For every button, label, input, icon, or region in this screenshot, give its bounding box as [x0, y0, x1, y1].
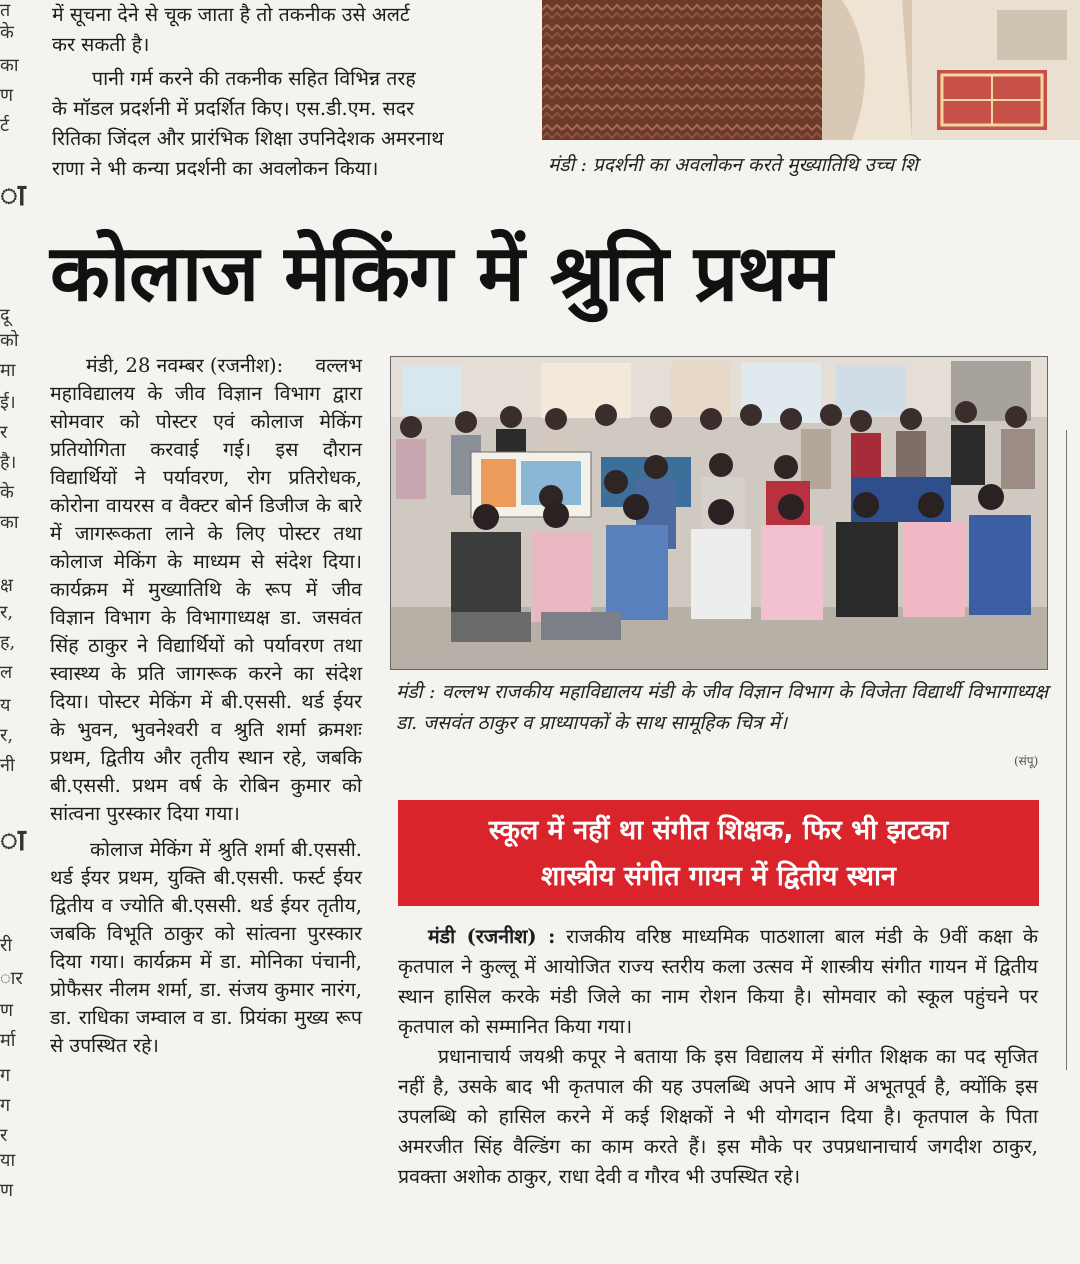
gutter-fragment: र: [0, 1125, 8, 1146]
right-gutter-rule: [1066, 430, 1080, 1070]
music-article-body: [398, 922, 1038, 1192]
music-article-headline-box: [398, 800, 1039, 906]
gutter-fragment: को: [0, 330, 19, 351]
music-paragraph-text: राजकीय वरिष्ठ माध्यमिक पाठशाला बाल मंडी के 9वीं कक्षा के कृतपाल ने कुल्लू में आयोजित राज्य स्तरीय कला उत्सव में शास्त्रीय संगीत गायन में द्वितीय स्थान हासिल करके मंडी जिले का नाम रोशन किया है। सोमवार को स्कूल पहुंचने पर कृतपाल को सम्मानित किया गया।: [398, 925, 1038, 1038]
gutter-fragment: य: [0, 695, 11, 716]
main-headline: कोलाज मेकिंग में श्रुति प्रथम: [50, 229, 832, 319]
gutter-fragment: ल: [0, 662, 13, 683]
top-photo-caption: मंडी : प्रदर्शनी का अवलोकन करते मुख्यातिथि उच्च शि: [548, 154, 918, 176]
music-dateline: मंडी (रजनीश) :: [428, 925, 556, 948]
gutter-fragment: ई।: [0, 392, 16, 413]
gutter-fragment: त: [0, 0, 11, 21]
top-line: पानी गर्म करने की तकनीक सहित विभिन्न तरह: [92, 67, 416, 90]
music-paragraph-2: प्रधानाचार्य जयश्री कपूर ने बताया कि इस विद्यालय में संगीत शिक्षक का पद सृजित नहीं है, उसके बाद भी कृतपाल की यह उपलब्धि अपने आप में अभूतपूर्व है, क्योंकि इस उपलब्धि को हासिल करने में कई शिक्षकों ने भी योगदान दिया है। कृतपाल के पिता अमरजीत सिंह वैल्डिंग का काम करते हैं। इस मौके पर उपप्रधानाचार्य जगदीश ठाकुर, प्रवक्ता अशोक ठाकुर, राधा देवी व गौरव भी उपस्थित रहे।: [398, 1045, 1038, 1188]
top-line: रितिका जिंदल और प्रारंभिक शिक्षा उपनिदेशक अमरनाथ: [52, 127, 444, 150]
gutter-fragment: र्ट: [0, 115, 10, 136]
group-photo-caption: मंडी : वल्लभ राजकीय महाविद्यालय मंडी के जीव विज्ञान विभाग के विजेता विद्यार्थी विभागाध्यक्ष डा. जसवंत ठाकुर व प्राध्यापकों के साथ सामूहिक चित्र में।: [396, 681, 1048, 734]
gutter-fragment: ण: [0, 85, 14, 106]
gutter-fragment: ण: [0, 1000, 14, 1021]
article-paragraph-1: [50, 352, 362, 828]
top-line: कर सकती है।: [52, 33, 150, 56]
gutter-fragment: है।: [0, 452, 17, 473]
photo-credit: (संपू): [1014, 754, 1039, 768]
gutter-fragment: ग: [0, 1095, 11, 1116]
gutter-fragment: ा: [0, 823, 26, 858]
gutter-fragment: के: [0, 22, 14, 43]
gutter-fragment: री: [0, 935, 13, 956]
top-exhibition-photo: [542, 0, 1080, 140]
gutter-fragment: दू: [0, 305, 10, 326]
dateline: मंडी, 28 नवम्बर (रजनीश):: [86, 354, 284, 377]
top-line: में सूचना देने से चूक जाता है तो तकनीक उसे अलर्ट: [52, 3, 410, 26]
gutter-fragment: ार: [0, 968, 23, 989]
gutter-fragment: मा: [0, 360, 16, 381]
paragraph-text: वल्लभ महाविद्यालय के जीव विज्ञान विभाग द्वारा सोमवार को पोस्टर एवं कोलाज मेकिंग प्रतियोगिता करवाई गई। इस दौरान विद्यार्थियों ने पर्यावरण, रोग प्रतिरोधक, कोरोना वायरस व वैक्टर बोर्न डिजीज के बारे में जागरूकता लाने के लिए पोस्टर तथा कोलाज मेकिंग के माध्यम से संदेश दिया। कार्यक्रम में मुख्यातिथि के रूप में जीव विज्ञान विभाग के विभागाध्यक्ष डा. जसवंत सिंह ठाकुर ने विद्यार्थियों को पर्यावरण तथा स्वास्थ्य के प्रति जागरूक करने का संदेश दिया। पोस्टर मेकिंग में बी.एससी. थर्ड ईयर के भुवन, भुवनेश्वरी व श्रुति शर्मा क्रमशः प्रथम, द्वितीय और तृतीय स्थान रहे, जबकि बी.एससी. प्रथम वर्ष के रोबिन कुमार को सांत्वना पुरस्कार दिया गया।: [50, 354, 362, 825]
exhibition-photo-graphic: [542, 0, 1080, 140]
music-headline-line-2: शास्त्रीय संगीत गायन में द्वितीय स्थान: [541, 861, 896, 892]
gutter-fragment: ा: [0, 178, 26, 213]
top-line: राणा ने भी कन्या प्रदर्शनी का अवलोकन किया।: [52, 157, 379, 180]
top-article-continuation: [52, 0, 518, 184]
gutter-fragment: र्मा: [0, 1030, 16, 1051]
gutter-fragment: नी: [0, 755, 15, 776]
article-collage-body: [50, 352, 362, 1060]
gutter-fragment: र,: [0, 725, 14, 746]
music-paragraph-1: [398, 922, 1038, 1042]
group-photo-graphic: [391, 357, 1047, 669]
group-photo: [390, 356, 1048, 670]
top-line: के मॉडल प्रदर्शनी में प्रदर्शित किए। एस.डी.एम. सदर: [52, 97, 415, 120]
gutter-fragment: का: [0, 512, 19, 533]
gutter-fragment: ण: [0, 1180, 14, 1201]
gutter-fragment: के: [0, 482, 14, 503]
gutter-fragment: या: [0, 1150, 16, 1171]
gutter-fragment: क्ष: [0, 575, 13, 596]
gutter-fragment: र: [0, 422, 8, 443]
gutter-fragment: र,: [0, 602, 14, 623]
music-headline-line-1: स्कूल में नहीं था संगीत शिक्षक, फिर भी झटका: [488, 815, 949, 846]
gutter-fragment: ह,: [0, 632, 16, 653]
gutter-fragment: का: [0, 55, 19, 76]
gutter-fragment: ग: [0, 1065, 11, 1086]
article-paragraph-2: कोलाज मेकिंग में श्रुति शर्मा बी.एससी. थर्ड ईयर प्रथम, युक्ति बी.एससी. फर्स्ट ईयर द्वितीय व ज्योति बी.एससी. थर्ड ईयर तृतीय, जबकि विभूति ठाकुर को सांत्वना पुरस्कार दिया गया। कार्यक्रम में डा. मोनिका पंचानी, प्रोफैसर नीलम शर्मा, डा. संजय कुमार नारंग, डा. राधिका जम्वाल व डा. प्रियंका मुख्य रूप से उपस्थित रहे।: [50, 838, 362, 1057]
